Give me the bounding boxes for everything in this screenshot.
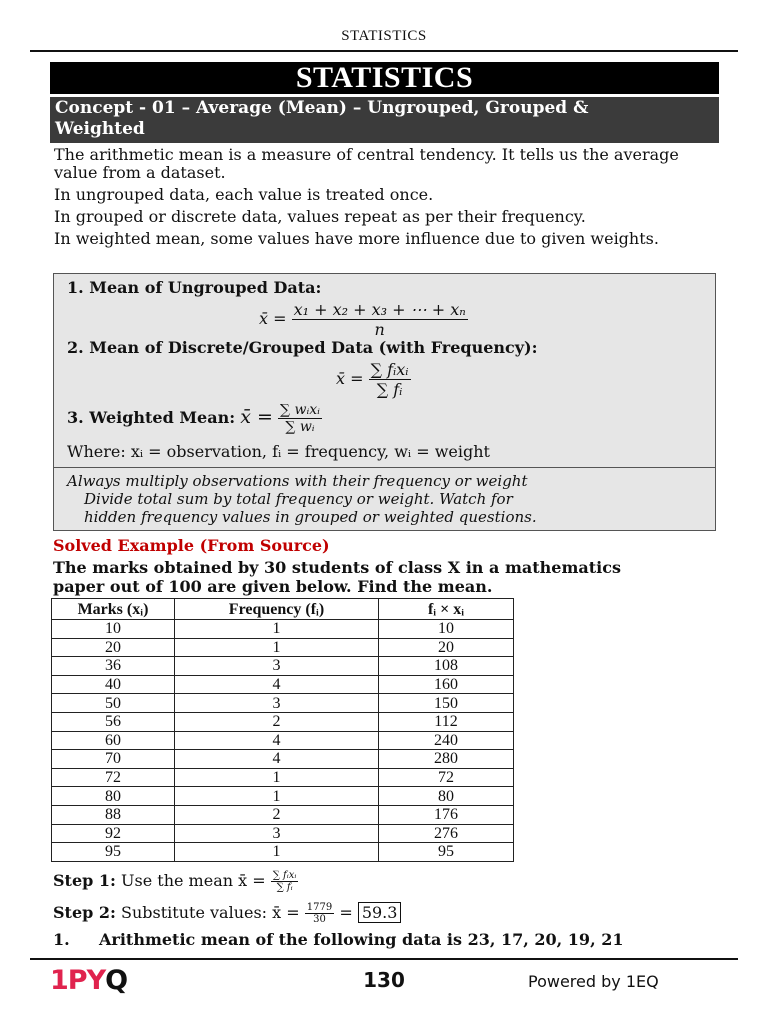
- tip-line: Always multiply observations with their frequency or weight: [67, 472, 528, 490]
- question-text: Arithmetic mean of the following data is 23, 17, 20, 19, 21: [99, 930, 624, 949]
- table-cell: 95: [379, 843, 514, 862]
- table-cell: 2: [175, 712, 379, 731]
- table-cell: 1: [175, 787, 379, 806]
- formula-lhs: x̄ =: [259, 309, 287, 328]
- table-cell: 88: [52, 805, 175, 824]
- table-cell: 10: [379, 620, 514, 639]
- table-body: [52, 620, 514, 862]
- table-cell: 70: [52, 750, 175, 769]
- table-header-row: [52, 599, 514, 620]
- question-line: The marks obtained by 30 students of class X in a mathematics: [53, 558, 621, 577]
- formula-heading-3: 3. Weighted Mean:: [67, 408, 236, 427]
- intro-paragraph: The arithmetic mean is a measure of central tendency. It tells us the average value from a dataset.: [54, 145, 679, 182]
- top-rule: [30, 50, 738, 52]
- table-cell: 1: [175, 638, 379, 657]
- fraction-denominator: 30: [313, 914, 326, 925]
- page-number: 130: [363, 968, 405, 992]
- tip-line: hidden frequency values in grouped or weighted questions.: [84, 508, 537, 526]
- formula-fraction: [278, 402, 322, 435]
- step-label: Step 1:: [53, 871, 116, 890]
- step-label: Step 2:: [53, 903, 116, 922]
- table-cell: 3: [175, 824, 379, 843]
- powered-by: Powered by 1EQ: [528, 972, 659, 991]
- table-row: [52, 694, 514, 713]
- table-cell: 4: [175, 731, 379, 750]
- table-row: [52, 731, 514, 750]
- solved-question: [53, 558, 713, 596]
- concept-line-2: Weighted: [55, 119, 145, 139]
- running-head: STATISTICS: [341, 28, 427, 44]
- step-fraction: [305, 902, 334, 925]
- table-cell: 36: [52, 657, 175, 676]
- logo-text-main: 1PY: [50, 965, 106, 996]
- table-cell: 4: [175, 675, 379, 694]
- column-header: fᵢ × xᵢ: [379, 599, 514, 620]
- table-row: [52, 843, 514, 862]
- table-cell: 3: [175, 694, 379, 713]
- table-cell: 56: [52, 712, 175, 731]
- formula-weighted: [67, 402, 322, 435]
- intro-paragraph: In weighted mean, some values have more influence due to given weights.: [54, 229, 659, 248]
- table-cell: 160: [379, 675, 514, 694]
- formula-box: [53, 273, 716, 531]
- fraction-denominator: ∑ wᵢ: [285, 419, 315, 435]
- table-cell: 176: [379, 805, 514, 824]
- table-cell: 72: [379, 768, 514, 787]
- table-cell: 1: [175, 620, 379, 639]
- table-row: [52, 768, 514, 787]
- formula-heading-2: 2. Mean of Discrete/Grouped Data (with Frequency):: [67, 338, 538, 357]
- step-2: [53, 902, 401, 925]
- fraction-numerator: x₁ + x₂ + x₃ + ⋯ + xₙ: [293, 300, 466, 319]
- table-cell: 1: [175, 843, 379, 862]
- table-row: [52, 712, 514, 731]
- question-number: 1.: [53, 930, 70, 949]
- formula-where: Where: xᵢ = observation, fᵢ = frequency, wᵢ = weight: [67, 442, 490, 461]
- question-1: [53, 930, 623, 949]
- page-title: STATISTICS: [50, 62, 719, 94]
- fraction-numerator: 1779: [306, 902, 333, 913]
- table-cell: 276: [379, 824, 514, 843]
- table-cell: 72: [52, 768, 175, 787]
- table-cell: 95: [52, 843, 175, 862]
- fraction-denominator: ∑ fᵢ: [276, 882, 293, 893]
- formula-lhs: x̄ =: [336, 369, 364, 388]
- table-cell: 50: [52, 694, 175, 713]
- step-text: Use the mean x̄ =: [121, 871, 266, 890]
- concept-heading: [50, 97, 719, 143]
- table-row: [52, 638, 514, 657]
- step-1: [53, 870, 298, 893]
- table-cell: 4: [175, 750, 379, 769]
- table-row: [52, 805, 514, 824]
- table-row: [52, 675, 514, 694]
- fraction-numerator: ∑ fᵢxᵢ: [370, 360, 409, 379]
- table-cell: 92: [52, 824, 175, 843]
- table-cell: 112: [379, 712, 514, 731]
- table-cell: 10: [52, 620, 175, 639]
- table-cell: 20: [52, 638, 175, 657]
- concept-line-1: Concept - 01 – Average (Mean) – Ungrouped, Grouped &: [55, 98, 589, 118]
- table-row: [52, 657, 514, 676]
- intro-paragraph: In grouped or discrete data, values repeat as per their frequency.: [54, 207, 586, 226]
- table-cell: 2: [175, 805, 379, 824]
- fraction-numerator: ∑ fᵢxᵢ: [272, 870, 297, 881]
- column-header: Marks (xᵢ): [52, 599, 175, 620]
- table-cell: 60: [52, 731, 175, 750]
- table-cell: 1: [175, 768, 379, 787]
- tip-line: Divide total sum by total frequency or weight. Watch for: [84, 490, 513, 508]
- table-cell: 20: [379, 638, 514, 657]
- formula-fraction: [292, 300, 468, 339]
- frequency-table: [51, 598, 514, 862]
- table-cell: 280: [379, 750, 514, 769]
- question-line: paper out of 100 are given below. Find the mean.: [53, 577, 493, 596]
- solved-example-label: Solved Example (From Source): [53, 536, 330, 555]
- tip-box: [54, 467, 715, 530]
- formula-lhs: x̄ =: [240, 406, 273, 428]
- step-text: Substitute values: x̄ =: [121, 903, 300, 922]
- result-box: 59.3: [358, 902, 402, 923]
- table-row: [52, 620, 514, 639]
- table-row: [52, 750, 514, 769]
- table-cell: 150: [379, 694, 514, 713]
- equals-sign: =: [339, 903, 353, 922]
- table-cell: 40: [52, 675, 175, 694]
- formula-heading-1: 1. Mean of Ungrouped Data:: [67, 278, 322, 297]
- table-cell: 240: [379, 731, 514, 750]
- table-cell: 80: [379, 787, 514, 806]
- formula-ungrouped: [259, 300, 468, 339]
- fraction-numerator: ∑ wᵢxᵢ: [280, 402, 320, 418]
- logo-text-tail: Q: [105, 965, 128, 996]
- table-cell: 108: [379, 657, 514, 676]
- table-row: [52, 824, 514, 843]
- table-cell: 80: [52, 787, 175, 806]
- column-header: Frequency (fᵢ): [175, 599, 379, 620]
- formula-grouped: [336, 360, 411, 399]
- fraction-denominator: n: [374, 320, 385, 339]
- bottom-rule: [30, 958, 738, 960]
- fraction-denominator: ∑ fᵢ: [376, 380, 403, 399]
- table-cell: 3: [175, 657, 379, 676]
- intro-paragraph: In ungrouped data, each value is treated once.: [54, 185, 434, 204]
- intro-text: [54, 146, 714, 252]
- formula-fraction: [369, 360, 411, 399]
- step-fraction: [271, 870, 299, 893]
- table-row: [52, 787, 514, 806]
